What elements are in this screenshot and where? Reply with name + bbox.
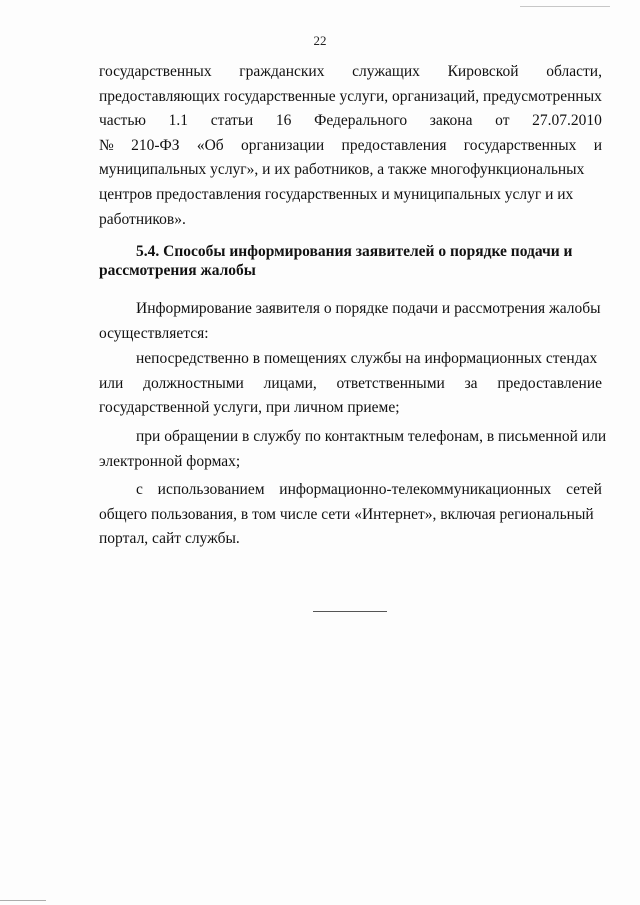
word: организации	[241, 136, 325, 154]
word: государственных	[463, 136, 577, 154]
paragraph-contact	[99, 425, 607, 474]
paragraph-direct-line-2	[99, 372, 602, 397]
word: сетей	[566, 481, 602, 498]
word: 27.07.2010	[532, 112, 602, 130]
intro-line-7: работников».	[99, 210, 186, 228]
paragraph-internet-line-1	[99, 478, 602, 503]
word: использованием	[157, 481, 265, 498]
paragraph-direct-line-3: государственной услуги, при личном приеме;	[99, 399, 400, 417]
word: частью	[99, 112, 146, 130]
word: лицами,	[263, 374, 317, 392]
word: должностными	[143, 374, 244, 392]
intro-line-3	[99, 109, 602, 134]
word: закона	[429, 112, 473, 130]
paragraph-direct-line-1: непосредственно в помещениях службы на информационных стендах	[136, 350, 598, 367]
word: гражданских	[239, 63, 325, 80]
paragraph-internet-line-3: портал, сайт службы.	[99, 530, 240, 548]
intro-line-2: предоставляющих государственные услуги, организаций, предусмотренных	[99, 87, 602, 105]
paragraph-contact-line-2: электронной формах;	[99, 452, 241, 470]
intro-paragraph	[99, 60, 602, 232]
word: с	[136, 481, 143, 498]
word: за	[464, 374, 478, 392]
intro-line-6: центров предоставления государственных и муниципальных услуг и их	[99, 185, 574, 203]
section-heading-line-2: рассмотрения жалобы	[99, 262, 256, 279]
word: информационно-телекоммуникационных	[279, 481, 552, 498]
intro-line-4	[99, 134, 602, 159]
closing-divider	[313, 611, 387, 612]
word: предоставление	[497, 374, 602, 392]
word: области,	[546, 63, 602, 80]
scan-edge-mark	[0, 900, 46, 901]
word: или	[99, 374, 124, 392]
word: и	[593, 136, 602, 154]
paragraph-direct	[99, 347, 602, 421]
paragraph-contact-line-1: при обращении в службу по контактным телефонам, в письменной или	[136, 428, 607, 445]
word: Федерального	[314, 112, 408, 130]
word: 210-ФЗ	[131, 136, 180, 154]
paragraph-info-line-2: осуществляется:	[99, 324, 209, 342]
word: от	[495, 112, 510, 130]
paragraph-info	[99, 297, 602, 346]
word: государственных	[99, 63, 212, 80]
word: №	[99, 136, 114, 154]
paragraph-info-line-1: Информирование заявителя о порядке подачи и рассмотрения жалобы	[136, 300, 601, 317]
word: ответственными	[336, 374, 445, 392]
scan-corner-mark	[520, 0, 610, 7]
word: «Об	[196, 136, 224, 154]
paragraph-internet	[99, 478, 602, 552]
section-heading	[99, 242, 602, 280]
section-heading-line-1: 5.4. Способы информирования заявителей о порядке подачи и	[136, 243, 573, 260]
page-number: 22	[313, 33, 327, 48]
word: 16	[275, 112, 292, 130]
word: статьи	[210, 112, 254, 130]
word: служащих	[352, 63, 420, 80]
paragraph-internet-line-2: общего пользования, в том числе сети «Интернет», включая региональный	[99, 505, 594, 523]
intro-line-1	[99, 60, 602, 85]
word: Кировской	[447, 63, 519, 80]
intro-line-5: муниципальных услуг», и их работников, а также многофункциональных	[99, 161, 585, 179]
word: предоставления	[341, 136, 447, 154]
word: 1.1	[168, 112, 189, 130]
